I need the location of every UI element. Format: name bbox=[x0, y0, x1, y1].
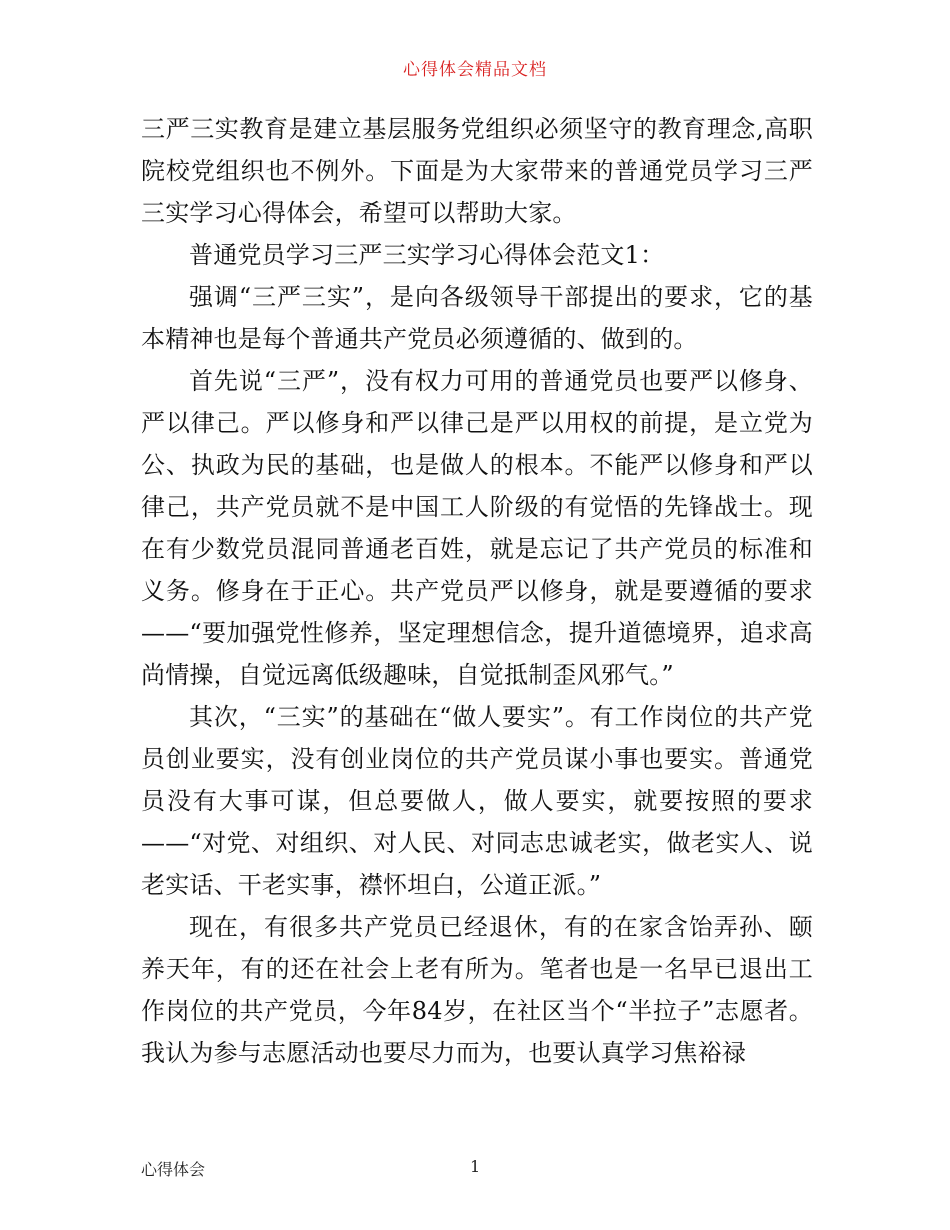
paragraph-three-real: 其次，“三实”的基础在“做人要实”。有工作岗位的共产党员创业要实，没有创业岗位的共产党员谋小事也要实。普通党员没有大事可谋，但总要做人，做人要实，就要按照的要求——“对党、对组织、对人民、对同志忠诚老实，做老实人、说老实话、干老实事，襟怀坦白，公道正派。” bbox=[141, 703, 813, 899]
page-number: 1 bbox=[470, 1157, 481, 1176]
paragraph-subheading: 普通党员学习三严三实学习心得体会范文1： bbox=[189, 241, 665, 269]
paragraph-emphasis: 强调“三严三实”，是向各级领导干部提出的要求，它的基本精神也是每个普通共产党员必须遵循的、做到的。 bbox=[141, 283, 813, 353]
document-header-title: 心得体会精品文档 bbox=[403, 60, 547, 80]
paragraph-intro: 三严三实教育是建立基层服务党组织必须坚守的教育理念,高职院校党组织也不例外。下面是为大家带来的普通党员学习三严三实学习心得体会，希望可以帮助大家。 bbox=[141, 115, 813, 227]
paragraph-retired-members: 现在，有很多共产党员已经退休，有的在家含饴弄孙、颐养天年，有的还在社会上老有所为。笔者也是一名早已退出工作岗位的共产党员，今年84岁，在社区当个“半拉子”志愿者。我认为参与志愿活动也要尽力而为，也要认真学习焦裕禄 bbox=[141, 913, 813, 1067]
paragraph-three-strict: 首先说“三严”，没有权力可用的普通党员也要严以修身、严以律己。严以修身和严以律己是严以用权的前提，是立党为公、执政为民的基础，也是做人的根本。不能严以修身和严以律己，共产党员就不是中国工人阶级的有觉悟的先锋战士。现在有少数党员混同普通老百姓，就是忘记了共产党员的标准和义务。修身在于正心。共产党员严以修身，就是要遵循的要求——“要加强党性修养，坚定理想信念，提升道德境界，追求高尚情操，自觉远离低级趣味，自觉抵制歪风邪气。” bbox=[141, 367, 813, 689]
document-body bbox=[141, 108, 813, 1074]
footer-label: 心得体会 bbox=[141, 1160, 206, 1179]
